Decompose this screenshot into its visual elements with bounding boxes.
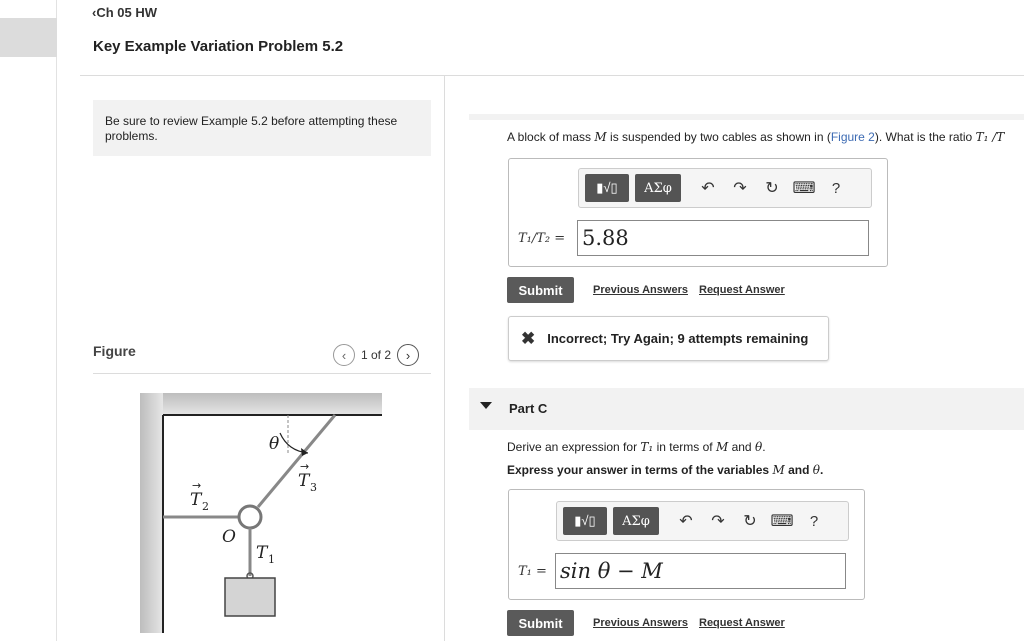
part-b-question [507,130,1004,144]
derive-prefix: Derive an expression for [507,440,638,454]
o-label: O [222,527,236,547]
part-c-header-bar[interactable] [469,388,1024,430]
undo-icon[interactable]: ↶ [701,180,715,197]
redo-icon[interactable]: ↷ [733,180,747,197]
figure-pager [333,344,419,366]
derive-mid: in terms of [656,440,713,454]
part-c-prompt [507,440,766,454]
figure-pager-text: 1 of 2 [361,348,392,362]
figure-link[interactable]: Figure 2 [830,130,875,144]
undo-icon[interactable]: ↶ [679,513,693,530]
templates-button[interactable]: ▮√▯ [585,174,629,202]
wall [140,393,163,633]
figure-divider [93,373,431,374]
redo-icon[interactable]: ↷ [711,513,725,530]
t3-label: T [298,471,310,491]
part-b-eq-label-text: T₁/T₂ = [518,231,566,246]
incorrect-x-icon: ✖ [521,328,536,348]
back-link-label: Ch 05 HW [96,5,158,20]
t2-subscript: 2 [202,500,209,513]
part-b-previous-answers-link[interactable]: Previous Answers [593,284,688,296]
t1-label: T [256,543,268,563]
part-b-header-bar [469,114,1024,120]
feedback-text: Incorrect; Try Again; 9 attempts remaining [547,331,809,346]
question-mid: is suspended by two cables as shown in ( [610,130,831,144]
express-theta: θ [812,463,821,477]
express-and: and [788,463,810,477]
greek-symbols-button[interactable]: ΑΣφ [613,507,659,535]
back-link[interactable]: ‹Ch 05 HW [92,5,158,20]
vector-arrow-t3-icon: → [300,460,310,473]
question-suffix: ). What is the ratio [874,130,973,144]
keyboard-icon[interactable]: ⌨ [770,513,794,530]
vector-arrow-t2-icon: → [192,479,202,492]
collapse-arrow-icon[interactable] [480,402,492,409]
derive-and: and [731,440,752,454]
part-c-label[interactable]: Part C [509,401,548,416]
part-c-instruction [507,463,823,477]
part-c-math-toolbar [556,501,849,541]
help-icon[interactable]: ? [831,179,841,197]
express-end: . [820,463,824,477]
t1-subscript: 1 [268,553,275,566]
question-var: M [594,130,607,144]
t2-label: T [190,490,202,510]
feedback-banner [508,316,829,361]
derive-var: T₁ [640,440,654,454]
reset-icon[interactable]: ↻ [743,513,757,530]
keyboard-icon[interactable]: ⌨ [792,180,816,197]
question-ratio: T₁ /T [975,130,1005,144]
figure-label: Figure [93,343,136,359]
t3-subscript: 3 [310,481,317,494]
derive-theta: θ [754,440,763,454]
part-c-request-answer-link[interactable]: Request Answer [699,617,785,629]
block-mass [225,578,275,616]
ring-o [239,506,261,528]
left-rail [0,0,57,641]
part-b-answer-input[interactable]: 5.88 [577,220,869,256]
chevron-right-icon[interactable]: › [397,344,419,366]
derive-m: M [715,440,729,454]
page-title: Key Example Variation Problem 5.2 [93,38,344,55]
part-b-eq-label [518,230,565,246]
help-icon[interactable]: ? [809,512,819,530]
physics-figure [140,393,390,638]
express-prefix: Express your answer in terms of the variables [507,463,770,477]
greek-symbols-button[interactable]: ΑΣφ [635,174,681,202]
left-rail-selected-item[interactable] [0,18,57,57]
chevron-left-icon[interactable]: ‹ [333,344,355,366]
part-b-math-toolbar [578,168,872,208]
question-prefix: A block of mass [507,130,592,144]
part-c-previous-answers-link[interactable]: Previous Answers [593,617,688,629]
cable-t3 [258,415,335,507]
review-note: Be sure to review Example 5.2 before attempting these problems. [93,100,431,156]
derive-end: . [762,440,766,454]
part-b-submit-button[interactable]: Submit [507,277,574,303]
figure-svg [140,393,390,633]
part-c-submit-button[interactable]: Submit [507,610,574,636]
theta-label: θ [269,434,280,454]
column-divider [444,76,445,641]
part-c-answer-input[interactable]: sin θ − M [555,553,846,589]
express-m: M [772,463,785,477]
header-divider [80,75,1024,76]
ceiling [140,393,382,415]
templates-button[interactable]: ▮√▯ [563,507,607,535]
reset-icon[interactable]: ↻ [765,180,779,197]
part-c-eq-label [518,563,547,579]
part-c-eq-label-text: T₁ = [518,564,547,579]
part-b-request-answer-link[interactable]: Request Answer [699,284,785,296]
